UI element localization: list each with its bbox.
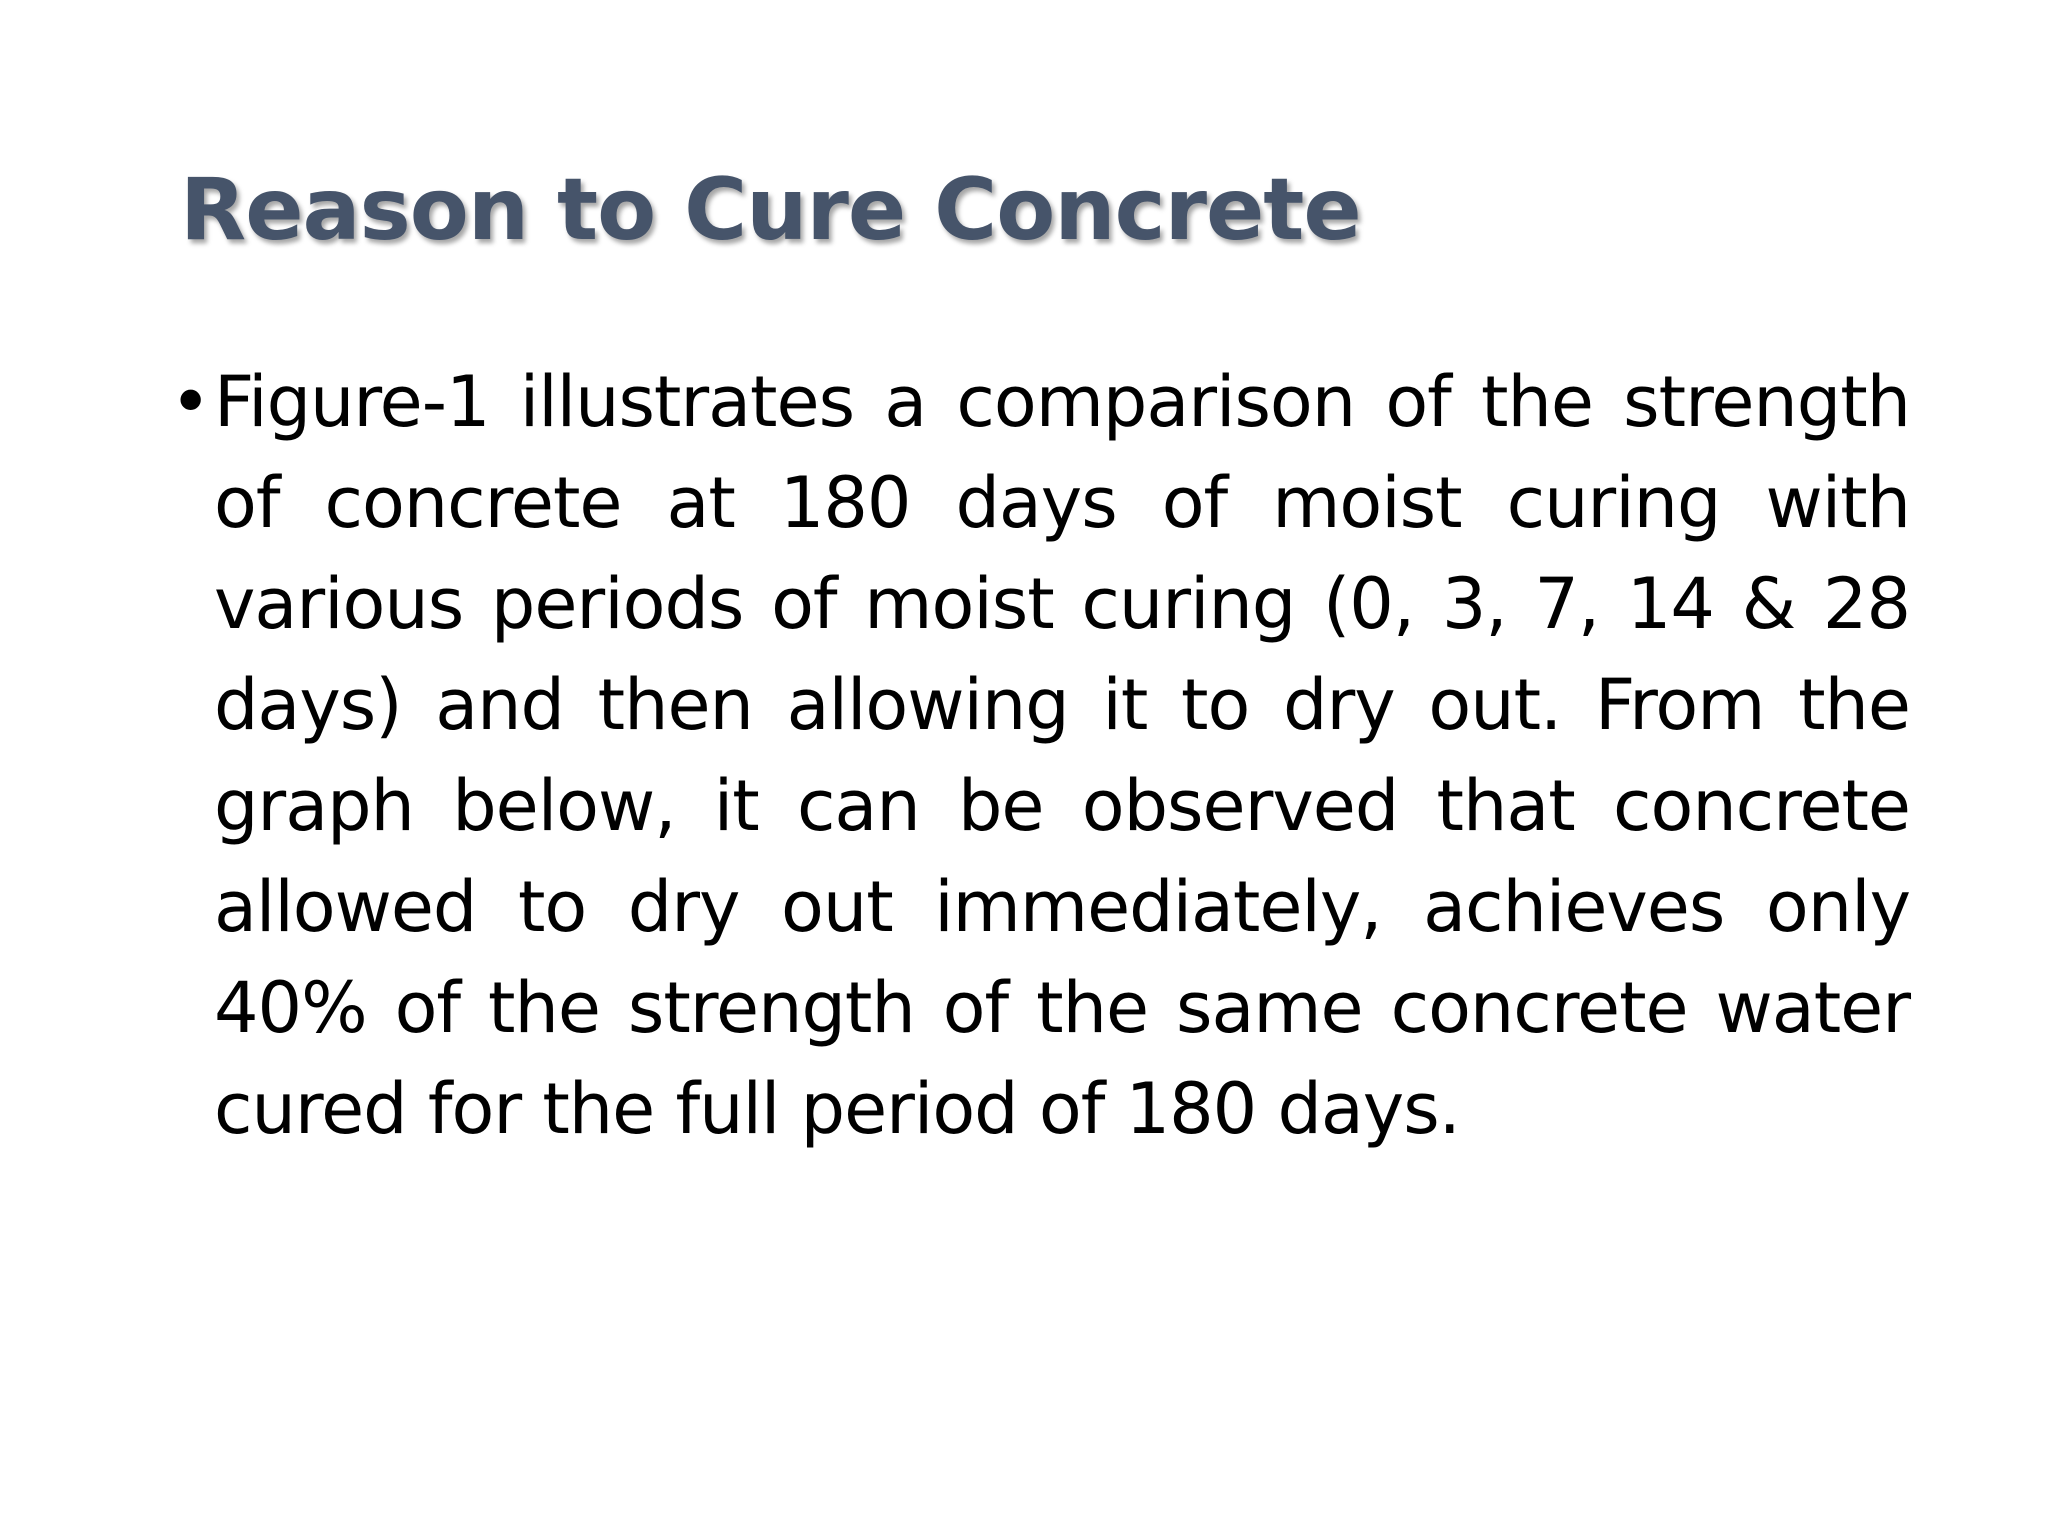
bullet-item	[170, 352, 1910, 1160]
bullet-text: Figure-1 illustrates a comparison of the strength of concrete at 180 days of moist curing with various periods of moist curing (0, 3, 7, 14 & 28 days) and then allowing it to dry out. From the graph below, it can be observed that concrete allowed to dry out immediately, achieves only 40% of the strength of the same concrete water cured for the full period of 180 days.	[214, 361, 1910, 1150]
bullet-marker: •	[170, 361, 211, 443]
slide-title: Reason to Cure Concrete	[180, 160, 1361, 260]
bullet-list	[170, 352, 1910, 1160]
